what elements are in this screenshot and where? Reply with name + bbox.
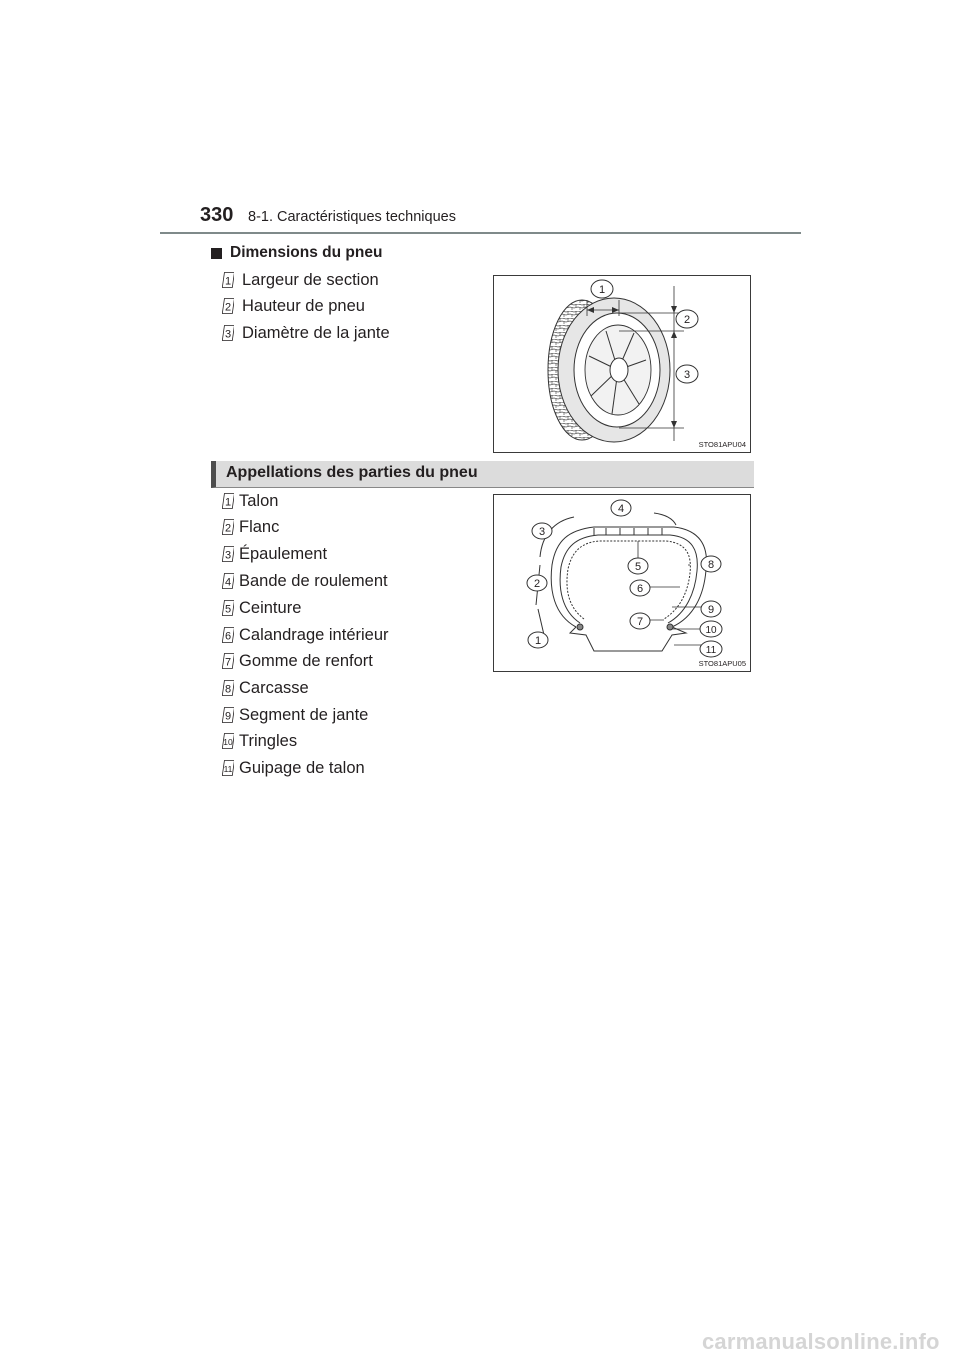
svg-text:11: 11	[223, 763, 233, 774]
wheel-illustration	[494, 276, 750, 452]
parts-item	[222, 757, 365, 779]
header-rule	[160, 232, 801, 234]
parts-item	[222, 730, 297, 752]
tire-parts-figure	[493, 494, 751, 672]
svg-text:2: 2	[224, 522, 232, 534]
number-3-icon	[222, 325, 234, 342]
svg-text:7: 7	[636, 616, 644, 628]
dimensions-heading-text: Dimensions du pneu	[230, 244, 383, 261]
item-label: Gomme de renfort	[239, 651, 373, 670]
dimensions-item	[222, 269, 379, 291]
number-5-icon	[222, 600, 234, 617]
page-number: 330	[200, 204, 234, 226]
number-6-icon	[222, 627, 234, 644]
number-8-icon	[222, 680, 234, 697]
svg-text:3: 3	[224, 549, 232, 561]
svg-text:8: 8	[224, 683, 232, 695]
figure-code: STO81APU05	[698, 659, 746, 668]
item-label: Diamètre de la jante	[242, 323, 390, 342]
dimensions-item	[222, 295, 365, 317]
item-label: Ceinture	[239, 598, 302, 617]
svg-text:5: 5	[634, 561, 642, 573]
parts-section-header	[211, 461, 754, 488]
svg-text:1: 1	[534, 635, 542, 647]
svg-text:10: 10	[223, 736, 233, 747]
svg-text:6: 6	[224, 630, 232, 642]
item-label: Tringles	[239, 731, 298, 750]
item-label: Talon	[239, 491, 279, 510]
svg-text:9: 9	[707, 604, 715, 616]
item-label: Flanc	[239, 517, 280, 536]
item-label: Bande de roulement	[239, 571, 388, 590]
number-3-icon	[222, 546, 234, 563]
number-2-icon	[222, 519, 234, 536]
parts-item	[222, 570, 388, 592]
svg-text:4: 4	[224, 576, 232, 588]
svg-text:5: 5	[224, 603, 232, 615]
figure-code: STO81APU04	[698, 440, 746, 449]
svg-text:8: 8	[707, 559, 715, 571]
svg-text:3: 3	[683, 369, 691, 381]
dimensions-heading	[211, 244, 382, 262]
tire-dimensions-figure	[493, 275, 751, 453]
svg-text:4: 4	[617, 503, 625, 515]
item-label: Calandrage intérieur	[239, 625, 389, 644]
tire-cross-section-illustration	[494, 495, 750, 671]
item-label: Carcasse	[239, 678, 309, 697]
item-label: Largeur de section	[242, 270, 379, 289]
site-watermark: carmanualsonline.info	[702, 1329, 940, 1354]
svg-text:1: 1	[598, 284, 606, 296]
number-11-icon	[222, 760, 234, 777]
svg-text:1: 1	[224, 275, 232, 287]
svg-text:3: 3	[224, 328, 232, 340]
number-9-icon	[222, 707, 234, 724]
parts-item	[222, 597, 301, 619]
item-label: Hauteur de pneu	[242, 296, 365, 315]
number-7-icon	[222, 653, 234, 670]
svg-text:2: 2	[533, 578, 541, 590]
svg-text:2: 2	[224, 301, 232, 313]
svg-text:11: 11	[705, 645, 717, 656]
svg-text:1: 1	[224, 496, 232, 508]
number-1-icon	[222, 272, 234, 289]
parts-item	[222, 704, 368, 726]
parts-section-title: Appellations des parties du pneu	[226, 464, 478, 481]
parts-item	[222, 624, 389, 646]
square-bullet-icon	[211, 248, 222, 259]
number-10-icon	[222, 733, 234, 750]
svg-text:9: 9	[224, 710, 232, 722]
svg-text:7: 7	[224, 656, 232, 668]
svg-text:10: 10	[705, 625, 717, 636]
parts-item	[222, 677, 309, 699]
number-4-icon	[222, 573, 234, 590]
parts-item	[222, 490, 278, 512]
parts-item	[222, 650, 373, 672]
parts-item	[222, 516, 279, 538]
parts-item	[222, 543, 327, 565]
svg-text:6: 6	[636, 583, 644, 595]
number-2-icon	[222, 298, 234, 315]
chapter-title: 8-1. Caractéristiques techniques	[248, 209, 456, 225]
item-label: Guipage de talon	[239, 758, 365, 777]
svg-text:3: 3	[538, 526, 546, 538]
svg-text:2: 2	[683, 314, 691, 326]
dimensions-item	[222, 322, 390, 344]
number-1-icon	[222, 493, 234, 510]
item-label: Épaulement	[239, 544, 328, 563]
item-label: Segment de jante	[239, 705, 369, 724]
